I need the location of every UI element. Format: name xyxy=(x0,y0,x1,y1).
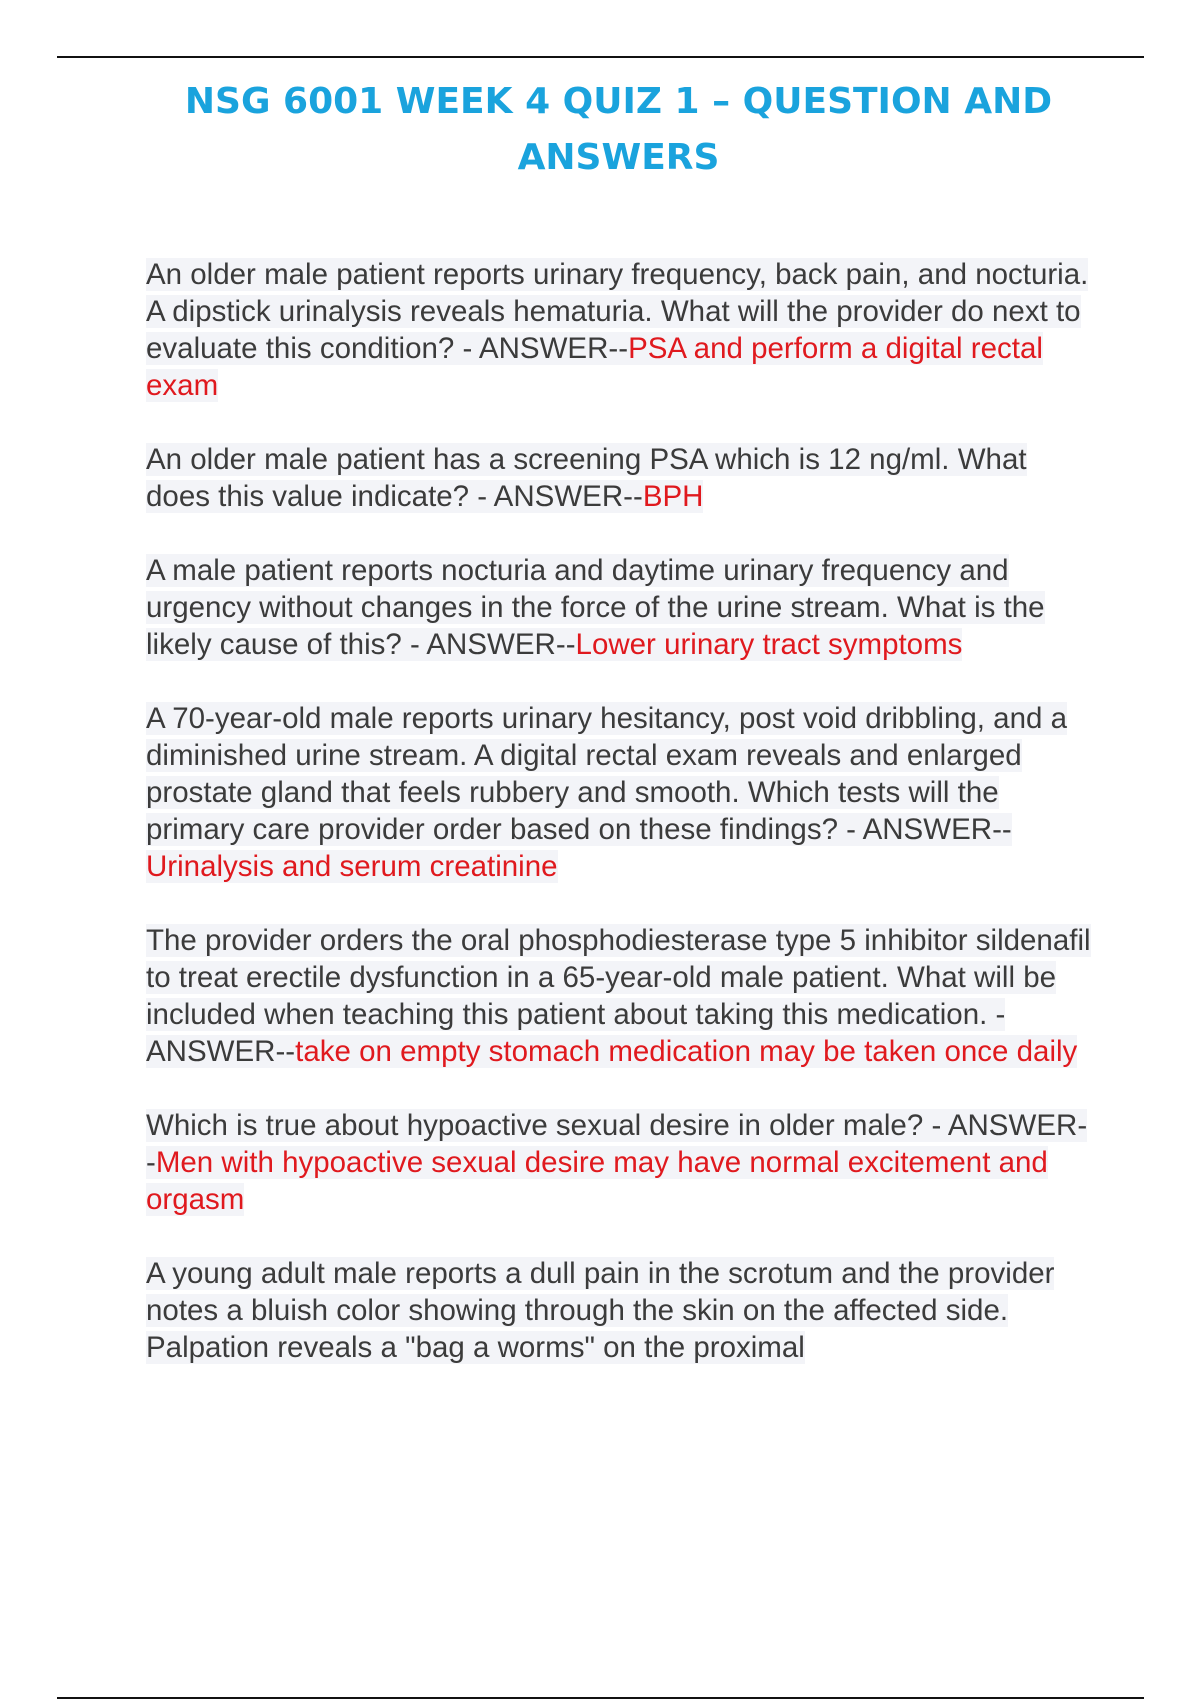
qa-item-1 xyxy=(146,256,1096,404)
qa-list xyxy=(146,256,1096,1403)
question-text: The provider orders the oral phosphodiesterase type 5 inhibitor sildenafil to treat erectile dysfunction in a 65-year-old male patient. What will be included when teaching this patient about taking this medication. - ANSWER xyxy=(146,924,1091,1068)
top-rule xyxy=(57,56,1144,58)
question-text: A 70-year-old male reports urinary hesitancy, post void dribbling, and a diminished urine stream. A digital rectal exam reveals and enlarged prostate gland that feels rubbery and smooth. Which tests will the primary care provider order based on these findings? - ANSWER xyxy=(146,702,1067,846)
qa-item-3 xyxy=(146,552,1096,663)
answer-text: Men with hypoactive sexual desire may have normal excitement and orgasm xyxy=(146,1146,1048,1216)
qa-item-4 xyxy=(146,700,1096,885)
answer-separator: -- xyxy=(992,813,1012,846)
answer-text: BPH xyxy=(642,480,704,513)
question-text: An older male patient reports urinary frequency, back pain, and nocturia. A dipstick urinalysis reveals hematuria. What will the provider do next to evaluate this condition? - ANSWER xyxy=(146,258,1089,365)
answer-text: Lower urinary tract symptoms xyxy=(575,628,963,661)
qa-item-6 xyxy=(146,1107,1096,1218)
bottom-rule xyxy=(57,1697,1144,1699)
question-text: A young adult male reports a dull pain in the scrotum and the provider notes a bluish color showing through the skin on the affected side. Palpation reveals a "bag a worms" on the proximal xyxy=(146,1257,1055,1364)
answer-separator: -- xyxy=(608,332,629,365)
answer-text: PSA and perform a digital rectal exam xyxy=(146,332,1043,402)
answer-text: take on empty stomach medication may be taken once daily xyxy=(295,1035,1078,1068)
qa-item-7 xyxy=(146,1255,1096,1366)
question-text: A male patient reports nocturia and daytime urinary frequency and urgency without changes in the force of the urine stream. What is the likely cause of this? - ANSWER xyxy=(146,554,1045,661)
question-text: Which is true about hypoactive sexual desire in older male? - ANSWER xyxy=(146,1109,1078,1142)
answer-separator: -- xyxy=(623,480,643,513)
question-text: An older male patient has a screening PSA which is 12 ng/ml. What does this value indicate? - ANSWER xyxy=(146,443,1027,513)
answer-text: Urinalysis and serum creatinine xyxy=(146,850,558,883)
answer-separator: -- xyxy=(555,628,576,661)
qa-item-2 xyxy=(146,441,1096,515)
answer-separator: -- xyxy=(275,1035,296,1068)
page-title: NSG 6001 WEEK 4 QUIZ 1 – QUESTION AND ANSWERS xyxy=(184,81,1053,178)
qa-item-5 xyxy=(146,922,1096,1070)
answer-separator: -- xyxy=(146,1109,1088,1179)
